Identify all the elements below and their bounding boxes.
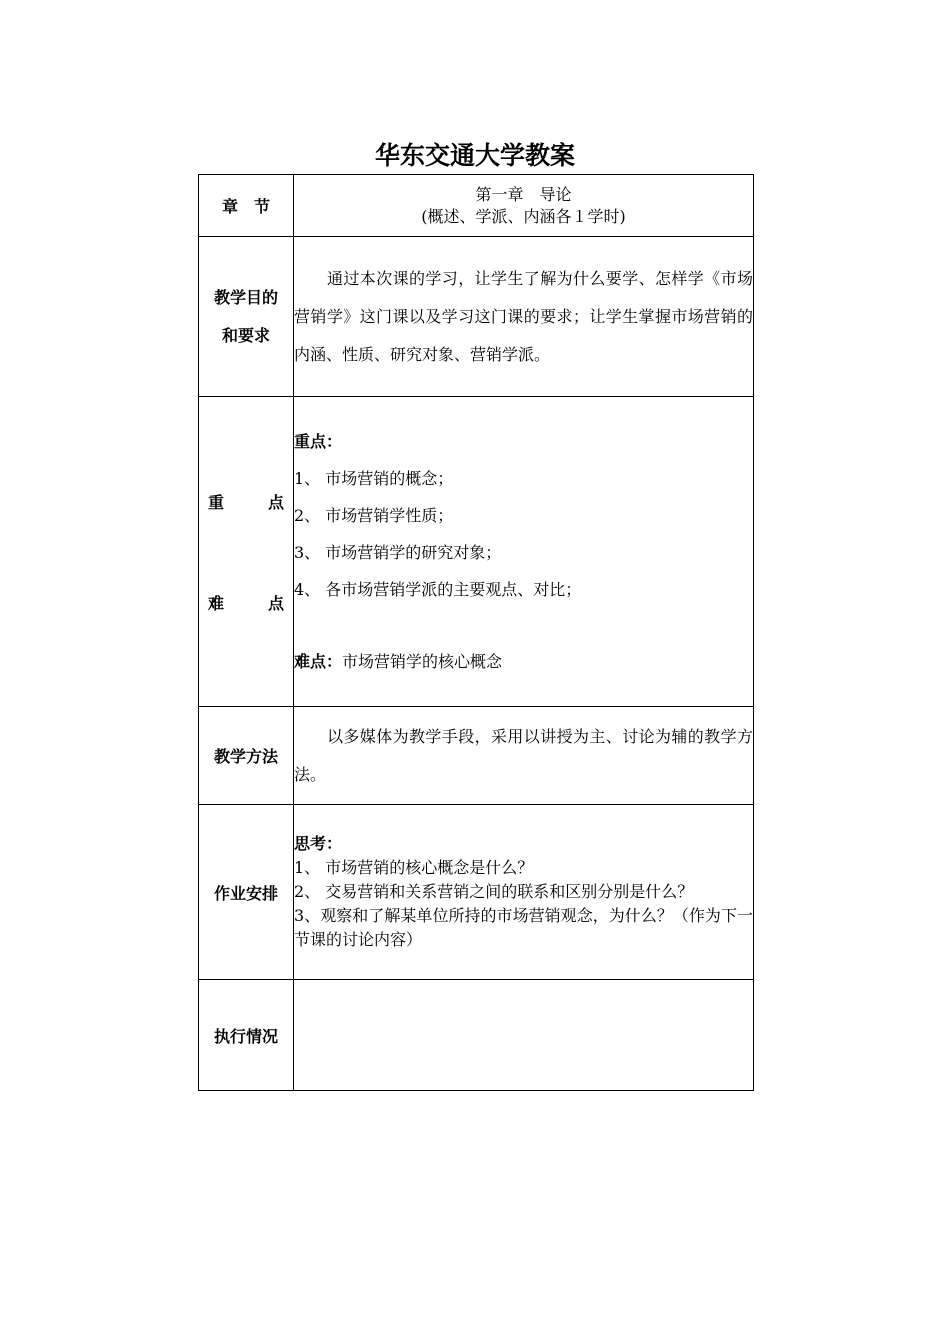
homework-heading: 思考：	[294, 834, 343, 853]
homework-content	[294, 805, 754, 980]
objectives-text: 通过本次课的学习，让学生了解为什么要学、怎样学《市场营销学》这门课以及学习这门课的要求；让学生掌握市场营销的内涵、性质、研究对象、营销学派。	[294, 268, 753, 364]
key-points-label	[199, 397, 294, 707]
document-title: 华东交通大学教案	[374, 141, 575, 170]
key-points-content	[294, 397, 754, 707]
objectives-label	[199, 237, 294, 397]
objectives-label-line2: 和要求	[221, 325, 270, 345]
difficult-point	[294, 643, 753, 680]
objectives-label-line1: 教学目的	[213, 287, 278, 307]
key-item: 3、 市场营销学的研究对象；	[294, 543, 502, 562]
objectives-row	[199, 237, 754, 397]
homework-item: 2、 交易营销和关系营销之间的联系和区别分别是什么？	[294, 882, 694, 901]
spacer	[294, 608, 753, 643]
method-label: 教学方法	[199, 707, 294, 805]
key-heading: 重点：	[294, 432, 343, 451]
lesson-plan-table	[198, 174, 754, 1091]
homework-label: 作业安排	[199, 805, 294, 980]
difficult-text: 市场营销学的核心概念	[342, 652, 503, 671]
chapter-label: 章 节	[199, 175, 294, 237]
key-item: 1、 市场营销的概念；	[294, 469, 454, 488]
key-label: 重 点	[208, 492, 284, 512]
homework-item: 1、 市场营销的核心概念是什么？	[294, 858, 534, 877]
difficult-label: 难 点	[208, 593, 284, 613]
method-text: 以多媒体为教学手段，采用以讲授为主、讨论为辅的教学方法。	[294, 726, 753, 784]
homework-item: 3、观察和了解某单位所持的市场营销观念，为什么？（作为下一节课的讨论内容）	[294, 906, 753, 949]
key-item: 2、 市场营销学性质；	[294, 506, 454, 525]
execution-label: 执行情况	[199, 980, 294, 1091]
chapter-hours: (概述、学派、内涵各１学时)	[421, 206, 626, 226]
execution-content	[294, 980, 754, 1091]
key-item: 4、 各市场营销学派的主要观点、对比；	[294, 580, 582, 599]
objectives-content	[294, 237, 754, 397]
key-points-row	[199, 397, 754, 707]
difficult-heading: 难点：	[294, 652, 343, 671]
homework-row	[199, 805, 754, 980]
chapter-title: 第一章 导论	[475, 184, 572, 204]
execution-row	[199, 980, 754, 1091]
method-content	[294, 707, 754, 805]
method-row	[199, 707, 754, 805]
chapter-content	[294, 175, 754, 237]
chapter-row	[199, 175, 754, 237]
